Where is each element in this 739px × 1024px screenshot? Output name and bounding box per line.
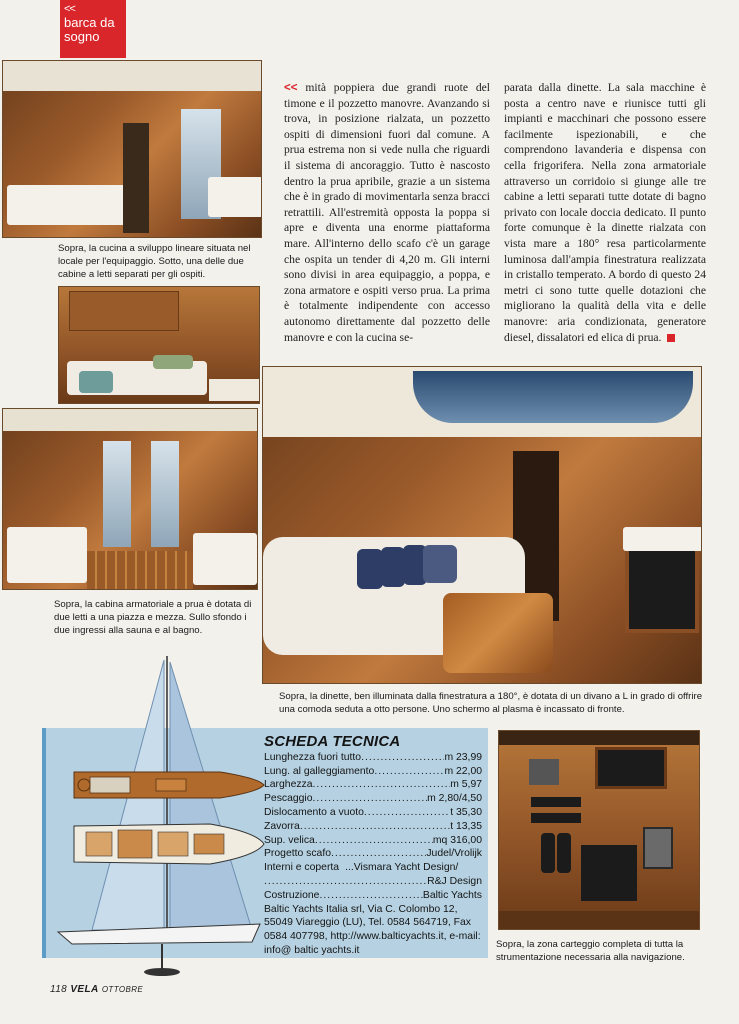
- issue-month: OTTOBRE: [101, 985, 144, 994]
- magazine-name: VELA: [70, 984, 99, 995]
- guest-cabin-photo: [58, 286, 260, 404]
- section-tag: [60, 0, 126, 58]
- page-footer: [50, 984, 143, 995]
- nav-station-caption: Sopra, la zona carteggio completa di tutta la strumentazione necessaria alla navigazione.: [496, 939, 685, 963]
- spec-sheet: [264, 735, 482, 958]
- spec-row: Pescaggio ..... m 2,80/4,50: [264, 792, 482, 806]
- section-tag-line1: barca da: [64, 15, 115, 30]
- spec-row: Sup. velica ..... mq 316,00: [264, 834, 482, 848]
- article-column-1: [284, 80, 490, 345]
- deck-plan-drawing: [70, 768, 266, 802]
- spec-row: Dislocamento a vuoto ..... t 35,30: [264, 806, 482, 820]
- spec-row: Lunghezza fuori tutto ..... m 23,99: [264, 751, 482, 765]
- section-tag-arrows: <<: [64, 3, 75, 15]
- spec-title: SCHEDA TECNICA: [264, 733, 401, 750]
- spec-row: Progetto scafo ..... Judel/Vrolijk: [264, 847, 482, 861]
- kitchen-caption: Sopra, la cucina a sviluppo lineare situata nel locale per l'equipaggio. Sotto, una delle due cabine a letti separati per gli ospiti.: [58, 243, 251, 280]
- sailplan-drawing: [52, 652, 266, 982]
- article-col2-text: parata dalla dinette. La sala macchine è posta a centro nave e riunisce tutti gli impianti e macchinari che possono essere facilmente ispezionabili, e che comprendono lavanderia e dispensa con cella frigorifera. Nella zona armatoriale attraverso un corridoio si giunge alle tre cabine a letti separati tutte dotate di bagno privato con locale doccia dedicato. Il punto forte comunque è la dinette rialzata con vista mare a 180° resa particolarmente luminosa dall'ampia finestratura realizzata in cristallo temperato. A bordo di questo 24 metri ci sono tutte quelle dotazioni che migliorano la qualità della vita e delle manovre: aria condizionata, generatore diesel, dissalatori ed elica di prua.: [504, 81, 706, 344]
- dinette-photo: [262, 366, 702, 684]
- spec-row-interni: Interni e coperta ... Vismara Yacht Design/: [264, 862, 459, 874]
- nav-station-photo: [498, 730, 700, 930]
- spec-row: Lung. al galleggiamento ..... m 22,00: [264, 765, 482, 779]
- kitchen-photo: [2, 60, 262, 238]
- section-tag-line2: sogno: [64, 29, 100, 44]
- master-cabin-photo: [2, 408, 258, 590]
- dinette-caption: Sopra, la dinette, ben illuminata dalla finestratura a 180°, è dotata di un divano a L in grado di offrire una comoda seduta a otto persone. Uno schermo al plasma è incassato di fronte.: [279, 691, 703, 715]
- interior-plan-drawing: [70, 820, 266, 868]
- master-cabin-caption: Sopra, la cabina armatoriale a prua è dotata di due letti a una piazza e mezza. Sullo sfondo i due ingressi alla sauna e al bagno.: [54, 599, 252, 636]
- spec-row: Zavorra ..... t 13,35: [264, 820, 482, 834]
- spec-row: Larghezza ..... m 5,97: [264, 778, 482, 792]
- spec-row-costruzione: Costruzione ..... Baltic Yachts: [264, 889, 482, 903]
- page-number: 118: [50, 984, 68, 995]
- article-col1-text: mità poppiera due grandi ruote del timone e il pozzetto manovre. Avanzando si trova, in posizione rialzata, un pozzetto ospiti di dimensioni fuori dal comune. A prua estrema non si vede nulla che riguardi il sistema di ancoraggio. Tutto è nascosto dentro la prua apribile, grazie a un sistema che è in grado di movimentarla senza bracci retrattili. All'estremità opposta la poppa si apre e diventa una enorme piattaforma mare. All'interno dello scafo c'è un garage che ospita un tender di 4,20 m. Gli interni sono divisi in area equipaggio, a poppa, e zona armatore e ospiti verso prua. La prima è totalmente indipendente con accesso autonomo direttamente dal pozzetto delle manovre e con la cucina se-: [284, 81, 490, 344]
- lead-quote-mark: <<: [284, 81, 298, 94]
- spec-row-interni-cont: ..... R&J Design: [264, 875, 482, 889]
- end-of-article-mark: [667, 334, 675, 342]
- article-column-2: [504, 80, 706, 345]
- spec-contact: Baltic Yachts Italia srl, Via C. Colombo 12, 55049 Viareggio (LU), Tel. 0584 564719, Fax 0584 407798, http://www.balticyachts.it, e-mail: info@ baltic yachts.it: [264, 903, 481, 956]
